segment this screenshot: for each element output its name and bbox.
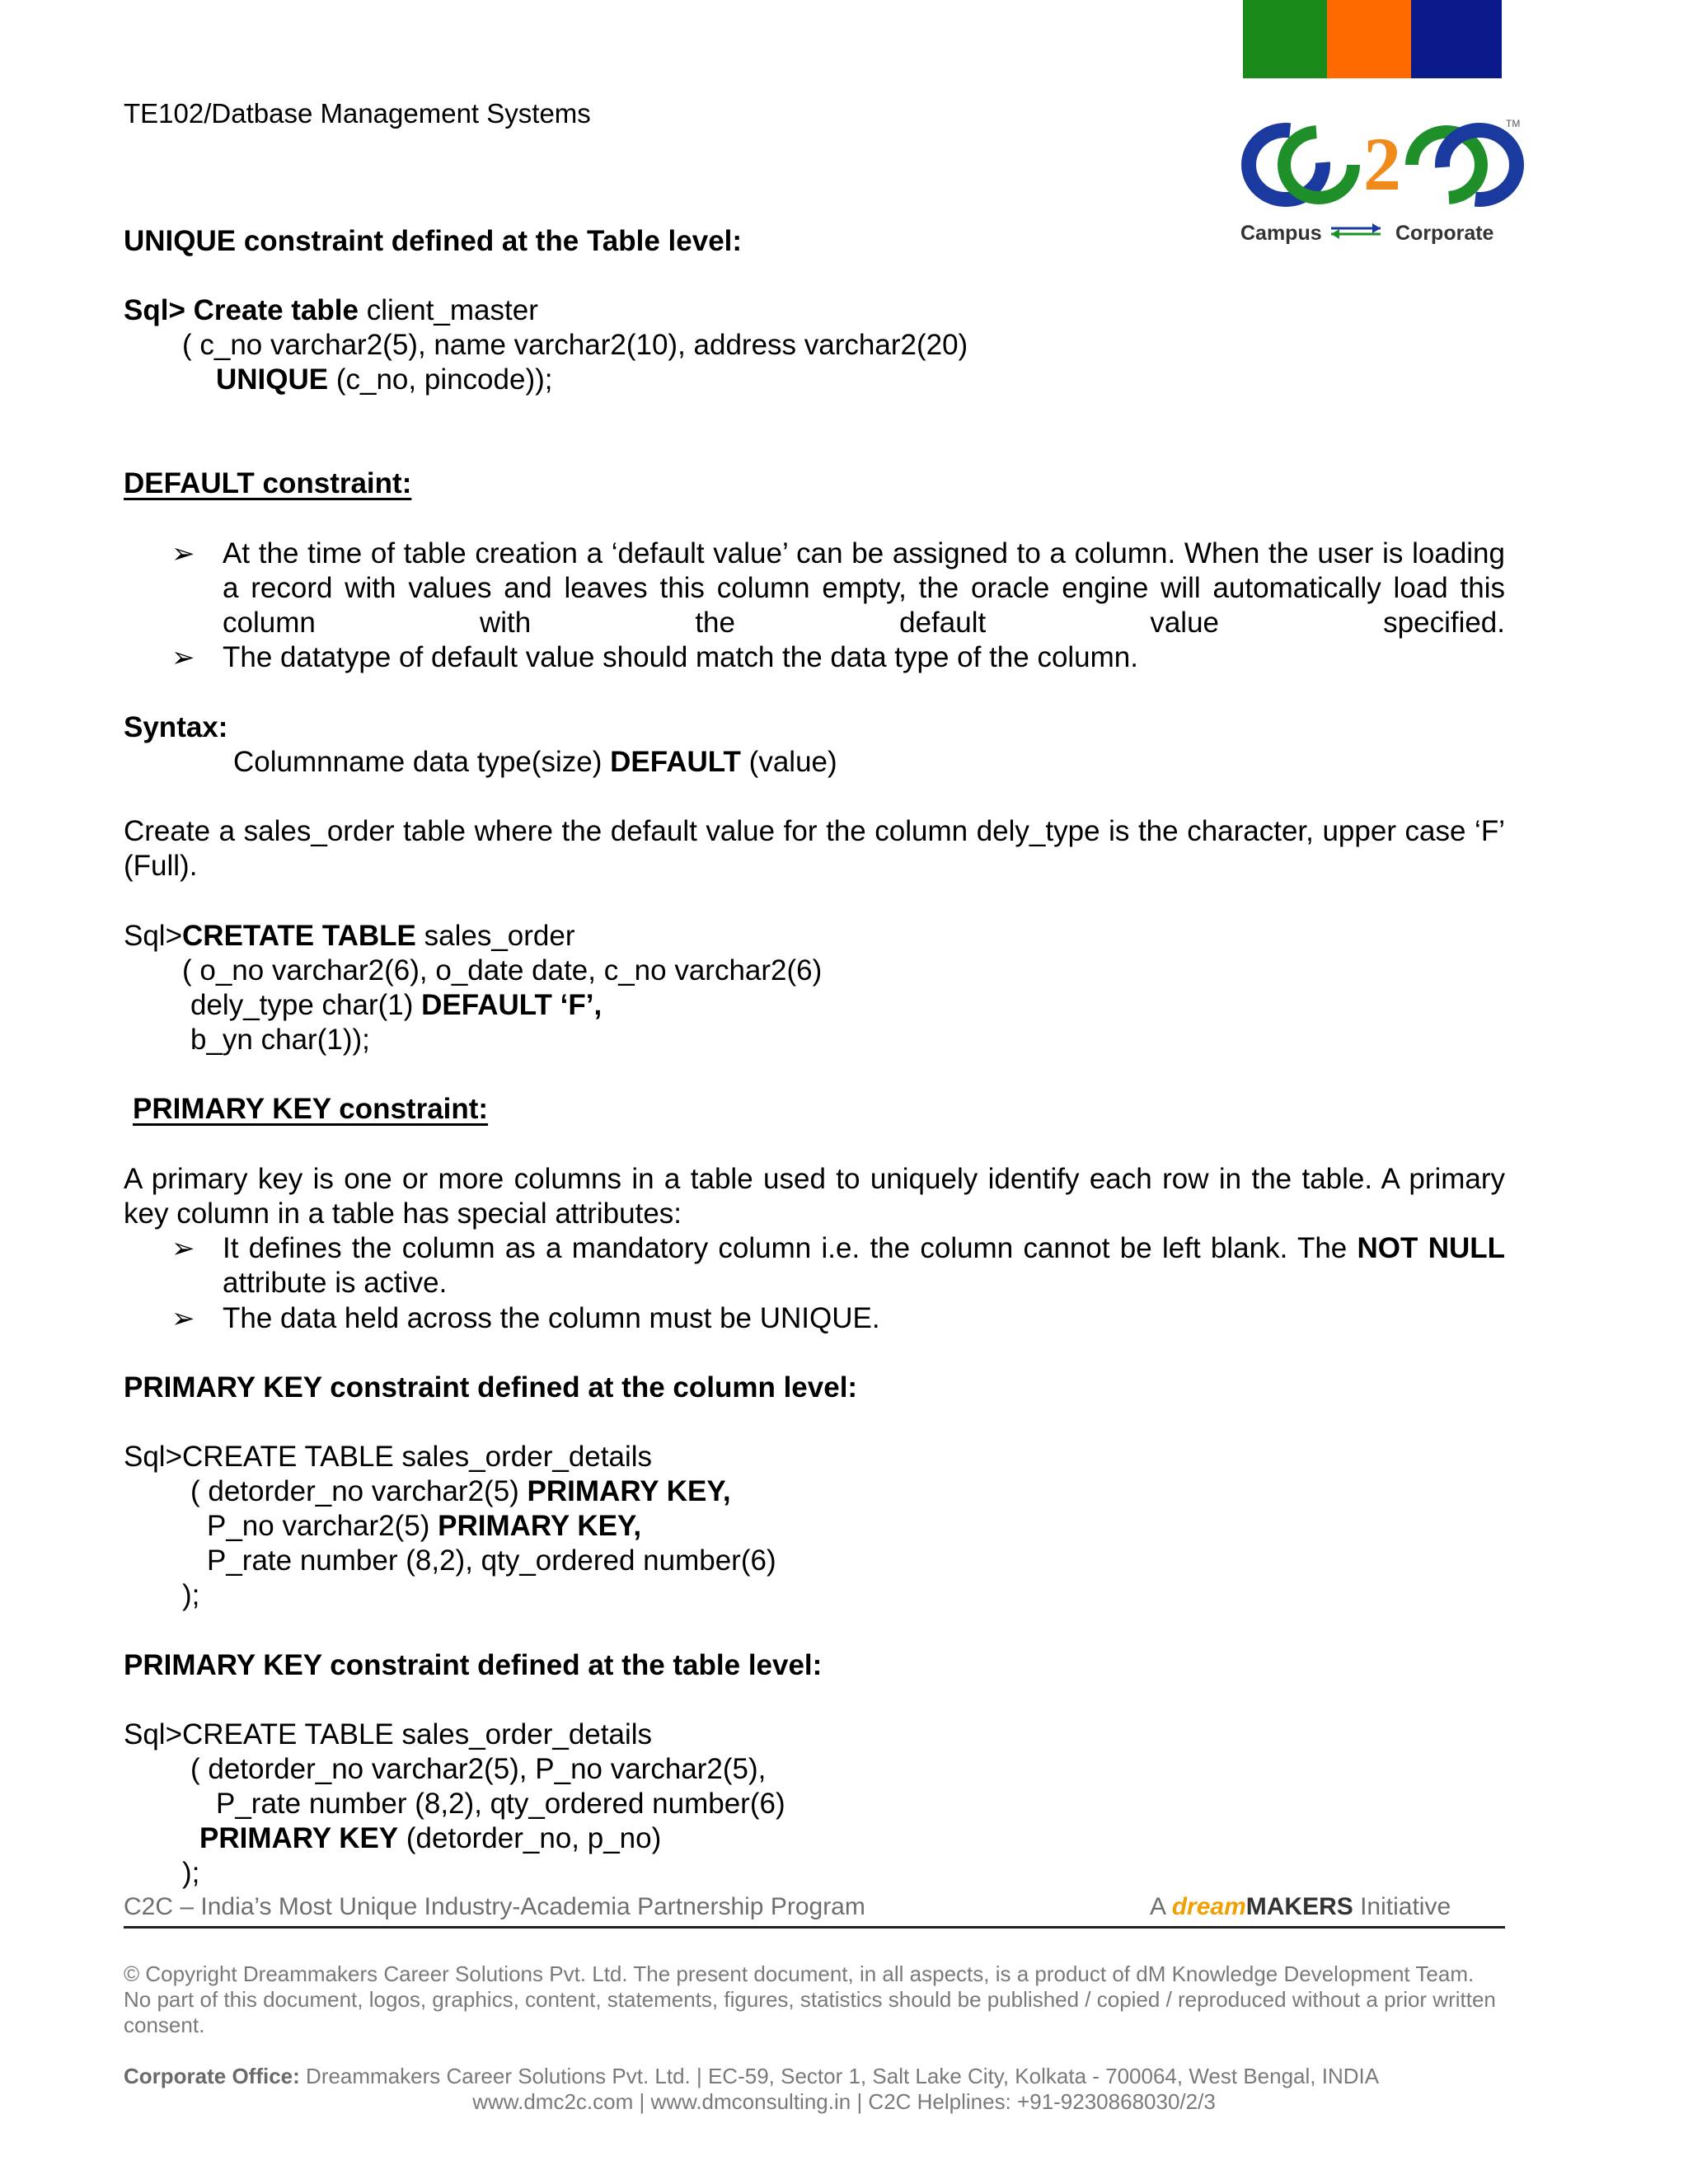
keyword: PRIMARY KEY, [438, 1510, 642, 1542]
default-code-line-4: b_yn char(1)); [190, 1024, 370, 1056]
syntax-text: (value) [740, 746, 837, 778]
pk-col-code-line-1: Sql>CREATE TABLE sales_order_details [124, 1441, 653, 1473]
initiative-text: A [1150, 1893, 1172, 1920]
logo-campus-label: Campus [1240, 222, 1322, 245]
pk-tbl-code-line-5: ); [182, 1857, 200, 1889]
bullet-text: attribute is active. [223, 1267, 448, 1299]
keyword: DEFAULT ‘F’, [421, 989, 603, 1021]
unique-code-line-2: ( c_no varchar2(5), name varchar2(10), address varchar2(20) [182, 329, 968, 361]
primary-key-bullet-2: The data held across the column must be UNIQUE. [223, 1302, 880, 1334]
syntax-line [233, 745, 837, 780]
code-text: dely_type char(1) [190, 989, 422, 1021]
pk-tbl-code-line-2: ( detorder_no varchar2(5), P_no varchar2(5), [190, 1753, 767, 1785]
code-text: client_master [358, 294, 538, 326]
code-text: ( detorder_no varchar2(5) [190, 1475, 528, 1507]
office-text: Dreammakers Career Solutions Pvt. Ltd. | EC-59, Sector 1, Salt Lake City, Kolkata - 700064, West Bengal, INDIA [299, 2064, 1380, 2088]
keyword: DEFAULT [610, 746, 741, 778]
default-code-line-1 [124, 919, 575, 954]
sql-prompt: Sql> Create table [124, 294, 359, 326]
primary-key-heading: PRIMARY KEY constraint: [133, 1093, 489, 1125]
default-bullet-1: At the time of table creation a ‘default value’ can be assigned to a column. When the user is loading a record with values and leaves this column empty, the oracle engine will automatically load this column with the default value specified. [223, 537, 1505, 639]
pk-col-code-line-3 [207, 1509, 641, 1544]
office-label: Corporate Office: [124, 2064, 300, 2088]
sql-prompt: Sql> [124, 920, 183, 952]
keyword: NULL [1428, 1232, 1505, 1264]
keyword: CRETATE TABLE [182, 920, 416, 952]
primary-key-bullet-1 [223, 1231, 1505, 1301]
default-code-line-3 [190, 988, 602, 1023]
bullet-arrow-icon: ➢ [171, 1233, 195, 1264]
code-text: (c_no, pincode)); [328, 363, 553, 396]
default-paragraph: Create a sales_order table where the default value for the column dely_type is the character, upper case ‘F’ (Full). [124, 815, 1505, 882]
pk-col-code-line-4: P_rate number (8,2), qty_ordered number(6) [207, 1544, 776, 1577]
syntax-text: Columnname data type(size) [233, 746, 611, 778]
footer-copyright: © Copyright Dreammakers Career Solutions Pvt. Ltd. The present document, in all aspects, is a product of dM Knowledge Development Team. No part of this document, logos, graphics, content, statements, figures, statistics should be published / copied / reproduced without a prior written consent. [124, 1961, 1496, 2037]
code-text: (detorder_no, p_no) [398, 1822, 662, 1854]
c2c-logo [1240, 115, 1525, 247]
logo-corporate-label: Corporate [1395, 222, 1494, 245]
syntax-label: Syntax: [124, 711, 228, 743]
default-code-line-2: ( o_no varchar2(6), o_date date, c_no varchar2(6) [182, 954, 823, 987]
footer-initiative [1150, 1892, 1451, 1922]
green-square [1243, 0, 1334, 78]
pk-col-code-line-2 [190, 1474, 731, 1509]
initiative-text: Initiative [1353, 1893, 1451, 1920]
pk-column-level-heading: PRIMARY KEY constraint defined at the column level: [124, 1371, 858, 1404]
keyword: PRIMARY KEY [199, 1822, 399, 1854]
pk-col-code-line-5: ); [182, 1579, 200, 1611]
svg-text:2: 2 [1363, 122, 1401, 206]
bullet-text: It defines the column as a mandatory column i.e. the column cannot be left blank. The [223, 1232, 1357, 1264]
primary-key-paragraph [124, 1162, 1505, 1231]
svg-text:TM: TM [1506, 118, 1521, 129]
makers-wordmark: MAKERS [1245, 1893, 1353, 1920]
default-heading: DEFAULT constraint: [124, 467, 412, 499]
unique-code-line-3 [216, 363, 553, 397]
pk-table-level-heading: PRIMARY KEY constraint defined at the table level: [124, 1649, 823, 1681]
course-header: TE102/Datbase Management Systems [124, 98, 591, 129]
orange-square [1327, 0, 1418, 78]
pk-tbl-code-line-1: Sql>CREATE TABLE sales_order_details [124, 1718, 653, 1750]
bullet-arrow-icon: ➢ [171, 1303, 195, 1334]
keyword: UNIQUE [216, 363, 329, 396]
swap-arrows-icon [1327, 223, 1385, 239]
footer-office [124, 2064, 1379, 2089]
bullet-arrow-icon: ➢ [171, 538, 195, 569]
footer-divider [124, 1926, 1505, 1929]
unique-table-heading: UNIQUE constraint defined at the Table level: [124, 225, 743, 257]
code-text: P_no varchar2(5) [207, 1510, 438, 1542]
code-text: sales_order [415, 920, 575, 952]
bullet-arrow-icon: ➢ [171, 642, 195, 673]
c2c-logo-mark [1240, 115, 1525, 214]
pk-tbl-code-line-3: P_rate number (8,2), qty_ordered number(6) [216, 1788, 785, 1820]
paragraph-text: A primary key is one or more columns in a table used to uniquely identify each row in the table. A primary key column in a table has special attributes: [124, 1163, 1505, 1230]
keyword: PRIMARY KEY, [527, 1475, 731, 1507]
blue-square [1411, 0, 1502, 78]
keyword: NOT [1357, 1232, 1418, 1264]
footer-program: C2C – India’s Most Unique Industry-Academia Partnership Program [124, 1893, 865, 1920]
default-bullet-2: The datatype of default value should match the data type of the column. [223, 641, 1138, 673]
unique-code-line-1 [124, 293, 538, 328]
dream-wordmark: dream [1171, 1893, 1246, 1920]
pk-tbl-code-line-4 [199, 1821, 661, 1856]
footer-web: www.dmc2c.com | www.dmconsulting.in | C2C Helplines: +91-9230868030/2/3 [472, 2089, 1216, 2114]
